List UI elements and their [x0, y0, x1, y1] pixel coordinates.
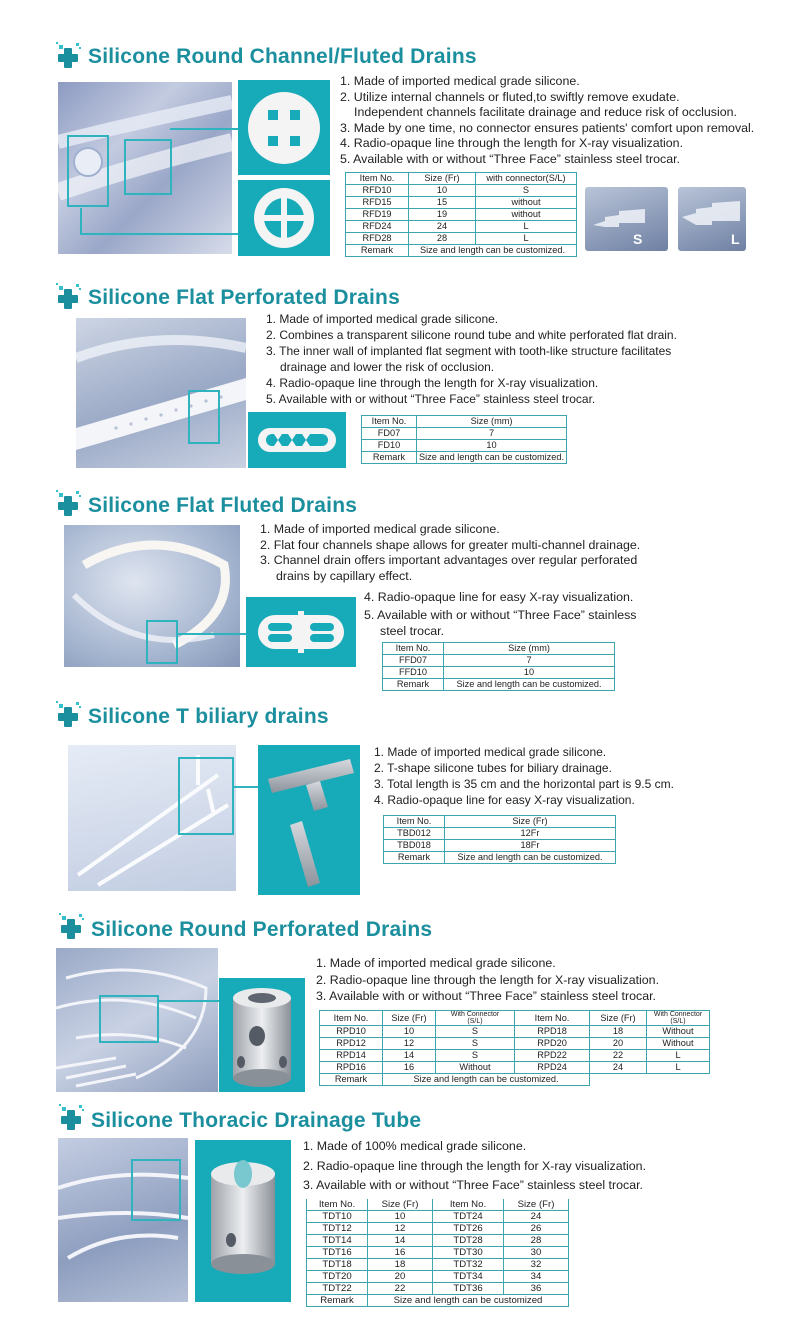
table-cell: RFD10: [346, 185, 409, 197]
table-cell: RPD12: [320, 1038, 383, 1050]
table-cell: Without: [436, 1062, 515, 1074]
product-photo: [58, 82, 232, 254]
section-title: Silicone Flat Fluted Drains: [88, 494, 358, 517]
feature-list: [260, 522, 640, 584]
table-cell: 24: [590, 1062, 647, 1074]
medical-cross-logo-icon: [55, 701, 83, 727]
feature-item: 3. Total length is 35 cm and the horizontal part is 9.5 cm.: [374, 777, 674, 791]
table-row: [320, 1062, 710, 1074]
medical-cross-logo-icon: [55, 283, 83, 309]
feature-item: 2. Radio-opaque line through the length for X-ray visualization.: [316, 972, 660, 987]
highlight-frame: [178, 757, 234, 835]
section-title: Silicone Flat Perforated Drains: [88, 286, 400, 309]
connector-line: [170, 128, 238, 130]
table-cell: TDT12: [307, 1223, 368, 1235]
table-cell: RPD20: [515, 1038, 590, 1050]
table-row: [307, 1223, 569, 1235]
table-cell: RFD15: [346, 197, 409, 209]
table-cell: RPD14: [320, 1050, 383, 1062]
section-title: Silicone Thoracic Drainage Tube: [91, 1109, 422, 1132]
table-cell: 36: [504, 1283, 569, 1295]
highlight-frame: [188, 390, 220, 444]
thoracic-tubes-illustration: [58, 1138, 188, 1302]
spec-table: [361, 415, 567, 464]
feature-item: 1. Made of imported medical grade silicone.: [316, 956, 556, 970]
table-cell: 28: [504, 1235, 569, 1247]
table-cell: TDT34: [433, 1271, 504, 1283]
t-tube-icon: [258, 745, 360, 895]
feature-item: 5. Available with or without “Three Face” stainless steel trocar.: [340, 151, 680, 166]
table-cell: 19: [409, 209, 476, 221]
coiled-tubes-illustration: [56, 948, 218, 1092]
connector-line: [232, 786, 258, 788]
table-remark-row: [383, 679, 615, 691]
connector-label: S: [633, 231, 643, 247]
table-header: Size (mm): [417, 416, 567, 428]
product-photo: [56, 948, 218, 1092]
table-row: [346, 197, 577, 209]
table-cell: TDT24: [433, 1211, 504, 1223]
cross-section-panel: [248, 412, 346, 468]
table-cell: 12: [368, 1223, 433, 1235]
table-cell: 10: [417, 440, 567, 452]
medical-cross-logo-icon: [55, 490, 83, 516]
table-row: [362, 440, 567, 452]
table-cell: L: [476, 233, 577, 245]
table-row: [384, 828, 616, 840]
table-row: [307, 1271, 569, 1283]
remark-label: Remark: [346, 245, 409, 257]
table-header: Size (Fr): [504, 1199, 569, 1211]
table-cell: L: [647, 1050, 710, 1062]
table-header: Item No.: [515, 1011, 590, 1026]
table-cell: 18: [368, 1259, 433, 1271]
feature-list: [374, 744, 674, 808]
cross-section-panel: [219, 978, 305, 1092]
cross-section-panel: [238, 80, 330, 175]
table-row: [307, 1235, 569, 1247]
table-cell: RPD10: [320, 1026, 383, 1038]
table-header: Size (mm): [444, 643, 615, 655]
remark-text: Size and length can be customized.: [383, 1074, 590, 1086]
table-cell: 18: [590, 1026, 647, 1038]
feature-item: 5. Available with or without “Three Face” stainless steel trocar.: [266, 392, 596, 406]
t-tube-panel: [258, 745, 360, 895]
remark-label: Remark: [383, 679, 444, 691]
table-cell: RFD19: [346, 209, 409, 221]
table-row: [307, 1259, 569, 1271]
table-cell: S: [436, 1050, 515, 1062]
feature-item: 4. Radio-opaque line through the length for X-ray visualization.: [340, 136, 684, 150]
product-photo: [76, 318, 246, 468]
table-cell: FFD07: [383, 655, 444, 667]
table-row: [307, 1211, 569, 1223]
feature-item: 1. Made of 100% medical grade silicone.: [303, 1139, 527, 1153]
table-header: Size (Fr): [409, 173, 476, 185]
feature-item: Independent channels facilitate drainage and reduce risk of occlusion.: [354, 105, 737, 119]
table-cell: S: [436, 1038, 515, 1050]
table-cell: FFD10: [383, 667, 444, 679]
feature-item: 4. Radio-opaque line through the length for X-ray visualization.: [266, 376, 599, 390]
header-line: (S/L): [467, 1018, 483, 1025]
spec-table: [382, 642, 615, 691]
table-cell: 20: [368, 1271, 433, 1283]
connector-line: [80, 208, 82, 235]
connector-line: [176, 633, 246, 635]
table-cell: TDT30: [433, 1247, 504, 1259]
feature-item: 2. Utilize internal channels or fluted,to swiftly remove exudate.: [340, 89, 680, 104]
flat-four-channel-cross-section-icon: [246, 597, 356, 667]
table-cell: 30: [504, 1247, 569, 1259]
table-row: [383, 667, 615, 679]
table-remark-row: [362, 452, 567, 464]
table-cell: RPD16: [320, 1062, 383, 1074]
feature-item: 5. Available with or without “Three Face” stainless: [364, 608, 637, 622]
table-header: Size (Fr): [590, 1011, 647, 1026]
table-cell: RFD24: [346, 221, 409, 233]
table-cell: Without: [647, 1038, 710, 1050]
table-remark-row: [307, 1295, 569, 1307]
feature-item: 2. Radio-opaque line through the length for X-ray visualization.: [303, 1158, 647, 1173]
tubes-illustration: [58, 82, 232, 254]
feature-list: [266, 311, 677, 407]
table-cell: 10: [383, 1026, 436, 1038]
table-row: [346, 233, 577, 245]
section-title: Silicone T biliary drains: [88, 705, 329, 728]
table-cell: TDT18: [307, 1259, 368, 1271]
table-row: [383, 655, 615, 667]
perforated-tube-icon: [219, 978, 305, 1092]
remark-text: Size and length can be customized.: [409, 245, 577, 257]
feature-item: 4. Radio-opaque line for easy X-ray visualization.: [364, 590, 634, 604]
cross-section-panel: [238, 180, 330, 256]
spec-table: [306, 1199, 569, 1307]
table-header: Size (Fr): [368, 1199, 433, 1211]
feature-item: drainage and lower the risk of occlusion.: [280, 360, 495, 374]
table-cell: RPD22: [515, 1050, 590, 1062]
table-cell: TBD018: [384, 840, 445, 852]
connector-label: L: [731, 231, 740, 247]
table-cell: 22: [590, 1050, 647, 1062]
connector-line: [80, 233, 240, 235]
section-title: Silicone Round Channel/Fluted Drains: [88, 45, 477, 68]
table-remark-row: [320, 1074, 710, 1086]
table-row: [320, 1050, 710, 1062]
table-cell: 14: [368, 1235, 433, 1247]
table-cell: L: [476, 221, 577, 233]
spec-table: [319, 1010, 710, 1086]
table-row: [362, 428, 567, 440]
feature-item: 3. Channel drain offers important advantages over regular perforated: [260, 553, 638, 567]
feature-list: [316, 955, 659, 1005]
table-cell: TDT14: [307, 1235, 368, 1247]
table-cell: TDT36: [433, 1283, 504, 1295]
table-row: [346, 221, 577, 233]
table-cell: TBD012: [384, 828, 445, 840]
table-header: Item No.: [320, 1011, 383, 1026]
section-title: Silicone Round Perforated Drains: [91, 918, 433, 941]
table-cell: TDT32: [433, 1259, 504, 1271]
remark-label: Remark: [362, 452, 417, 464]
table-cell: 28: [409, 233, 476, 245]
table-row: [384, 840, 616, 852]
table-remark-row: [346, 245, 577, 257]
remark-text: Size and length can be customized.: [417, 452, 567, 464]
table-cell: 32: [504, 1259, 569, 1271]
feature-item: 1. Made of imported medical grade silicone.: [374, 745, 607, 759]
remark-label: Remark: [307, 1295, 368, 1307]
feature-list: [364, 589, 637, 639]
medical-cross-logo-icon: [58, 1104, 86, 1130]
table-cell: RFD28: [346, 233, 409, 245]
table-header: Size (Fr): [383, 1011, 436, 1026]
table-cell: Without: [647, 1026, 710, 1038]
table-cell: TDT10: [307, 1211, 368, 1223]
header-line: With Connector: [450, 1011, 500, 1018]
table-cell: 14: [383, 1050, 436, 1062]
table-cell: 24: [504, 1211, 569, 1223]
product-photo: [58, 1138, 188, 1302]
remark-label: Remark: [384, 852, 445, 864]
table-cell: 10: [409, 185, 476, 197]
spec-table: [383, 815, 616, 864]
feature-list: [340, 74, 754, 167]
header-line: With Connector: [653, 1011, 703, 1018]
table-cell: RPD18: [515, 1026, 590, 1038]
table-cell: 16: [383, 1062, 436, 1074]
table-cell: 10: [368, 1211, 433, 1223]
table-remark-row: [384, 852, 616, 864]
empty-cell: [590, 1074, 710, 1086]
table-cell: 24: [409, 221, 476, 233]
table-cell: S: [476, 185, 577, 197]
table-row: [346, 209, 577, 221]
feature-item: 3. Made by one time, no connector ensures patients' comfort upon removal.: [340, 120, 755, 135]
medical-cross-logo-icon: [58, 913, 86, 939]
round-fluted-cross-section-icon: [238, 180, 330, 256]
feature-item: steel trocar.: [380, 624, 445, 638]
table-cell: 20: [590, 1038, 647, 1050]
feature-item: 2. Combines a transparent silicone round tube and white perforated flat drain.: [266, 328, 677, 342]
spec-table: [345, 172, 577, 257]
thoracic-tube-icon: [195, 1140, 291, 1302]
table-cell: L: [647, 1062, 710, 1074]
table-cell: FD07: [362, 428, 417, 440]
table-cell: 10: [444, 667, 615, 679]
feature-item: 4. Radio-opaque line for easy X-ray visualization.: [374, 793, 635, 807]
table-cell: TDT16: [307, 1247, 368, 1259]
table-cell: S: [436, 1026, 515, 1038]
table-cell: FD10: [362, 440, 417, 452]
table-cell: 7: [444, 655, 615, 667]
connector-icon: [585, 187, 668, 251]
table-cell: 15: [409, 197, 476, 209]
connector-line: [158, 1000, 220, 1002]
table-cell: TDT28: [433, 1235, 504, 1247]
cross-section-panel: [195, 1140, 291, 1302]
table-header: Item No.: [307, 1199, 368, 1211]
table-cell: without: [476, 209, 577, 221]
medical-cross-logo-icon: [55, 42, 83, 68]
table-header: Item No.: [383, 643, 444, 655]
connector-l-photo: [678, 187, 746, 251]
feature-item: 3. Available with or without “Three Face” stainless steel trocar.: [316, 989, 656, 1003]
remark-label: Remark: [320, 1074, 383, 1086]
feature-item: 1. Made of imported medical grade silicone.: [266, 312, 499, 326]
table-header: Item No.: [362, 416, 417, 428]
feature-item: 1. Made of imported medical grade silicone.: [260, 522, 500, 536]
table-cell: without: [476, 197, 577, 209]
remark-text: Size and length can be customized.: [444, 679, 615, 691]
feature-item: 3. Available with or without “Three Face” stainless steel trocar.: [303, 1178, 643, 1192]
feature-item: drains by capillary effect.: [276, 568, 413, 583]
table-cell: 22: [368, 1283, 433, 1295]
table-cell: 34: [504, 1271, 569, 1283]
flat-drain-illustration: [76, 318, 246, 468]
table-header: Item No.: [346, 173, 409, 185]
header-line: (S/L): [670, 1018, 686, 1025]
table-header: Size (Fr): [445, 816, 616, 828]
table-header: [647, 1011, 710, 1026]
table-header: [436, 1011, 515, 1026]
table-cell: 7: [417, 428, 567, 440]
feature-item: 2. Flat four channels shape allows for greater multi-channel drainage.: [260, 537, 641, 552]
table-cell: 18Fr: [445, 840, 616, 852]
table-header: with connector(S/L): [476, 173, 577, 185]
table-cell: TDT22: [307, 1283, 368, 1295]
table-cell: TDT20: [307, 1271, 368, 1283]
highlight-frame: [146, 620, 178, 664]
table-row: [307, 1247, 569, 1259]
remark-text: Size and length can be customized: [368, 1295, 569, 1307]
remark-text: Size and length can be customized.: [445, 852, 616, 864]
four-channel-cross-section-icon: [238, 80, 330, 175]
feature-item: 2. T-shape silicone tubes for biliary drainage.: [374, 761, 612, 775]
table-row: [320, 1026, 710, 1038]
flat-toothed-cross-section-icon: [248, 412, 346, 468]
table-cell: 16: [368, 1247, 433, 1259]
table-cell: 26: [504, 1223, 569, 1235]
cross-section-panel: [246, 597, 356, 667]
table-header: Item No.: [384, 816, 445, 828]
connector-s-photo: [585, 187, 668, 251]
feature-item: 1. Made of imported medical grade silicone.: [340, 74, 580, 88]
table-cell: 12: [383, 1038, 436, 1050]
table-cell: 12Fr: [445, 828, 616, 840]
feature-list: [303, 1137, 646, 1196]
table-row: [320, 1038, 710, 1050]
table-cell: RPD24: [515, 1062, 590, 1074]
table-header: Item No.: [433, 1199, 504, 1211]
feature-item: 3. The inner wall of implanted flat segment with tooth-like structure facilitates: [266, 344, 672, 358]
table-cell: TDT26: [433, 1223, 504, 1235]
table-row: [346, 185, 577, 197]
table-row: [307, 1283, 569, 1295]
